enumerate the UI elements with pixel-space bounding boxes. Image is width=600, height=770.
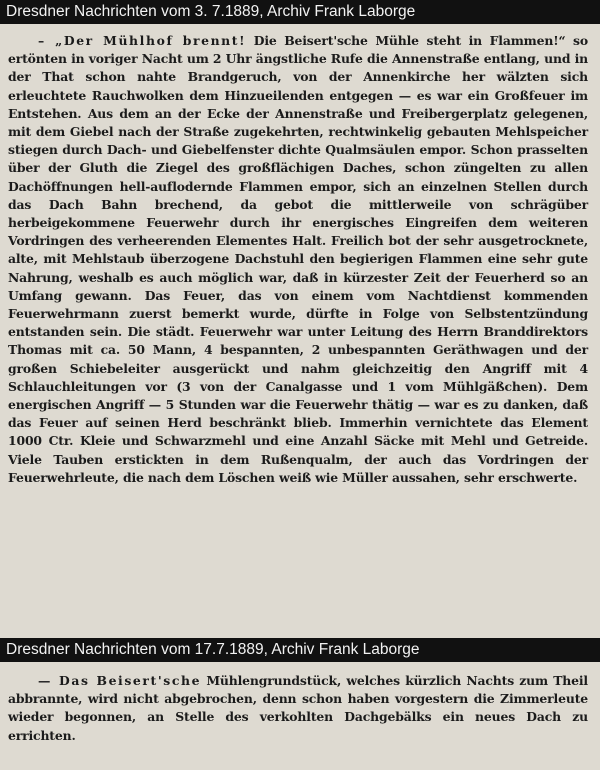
caption-bar-1 [0,0,600,24]
article-2-lead: — Das Beisert'sche [38,673,202,688]
caption-2: Dresdner Nachrichten vom 17.7.1889, Archiv Frank Laborge [6,641,420,658]
article-2-body [8,672,588,745]
newspaper-clipping-1 [0,24,600,638]
caption-bar-2 [0,638,600,662]
caption-1: Dresdner Nachrichten vom 3. 7.1889, Archiv Frank Laborge [6,3,416,20]
article-2-text: Mühlengrundstück, welches kürzlich Nachts zum Theil abbrannte, wird nicht abgebrochen, denn schon haben vorgestern die Zimmerleute wieder begonnen, an Stelle des verkohlten Dachgebälks ein neues Dach zu errichten. [8,673,588,743]
article-1-body [8,32,588,487]
newspaper-clipping-2 [0,662,600,770]
article-1-lead: – „Der Mühlhof brennt! [38,33,247,48]
article-1-text: Die Beisert'sche Mühle steht in Flammen!“ so ertönten in voriger Nacht um 2 Uhr ängstliche Rufe die Annenstraße entlang, und in der That schon nahte Brandgeruch, von der Annenkirche her wälzten sich erleuchtete Rauchwolken dem Hinzueilenden entgegen — es war ein Großfeuer im Entstehen. Aus dem an der Ecke der Annenstraße und Freibergerplatz gelegenen, mit dem Giebel nach der Straße zugekehrten, rechtwinkelig gebauten Mehlspeicher stiegen durch Dach- und Giebelfenster dichte Qualmsäulen empor. Schon prasselten über der Gluth die Ziegel des großflächigen Daches, schon züngelten zu allen Dachöffnungen hell-auflodernde Flammen empor, sich an einzelnen Stellen durch das Dach Bahn brechend, da gebot die mittlerweile von schrägüber herbeigekommene Feuerwehr durch ihr energisches Eingreifen dem weiteren Vordringen des verheerenden Elementes Halt. Freilich bot der sehr ausgetrocknete, alte, mit Mehlstaub überzogene Dachstuhl den begierigen Flammen eine sehr gute Nahrung, weshalb es auch möglich war, daß in kürzester Zeit der Feuerherd so an Umfang gewann. Das Feuer, das von einem vom Nachtdienst kommenden Feuerwehrmann zuerst bemerkt wurde, dürfte in Folge von Selbstentzündung entstanden sein. Die städt. Feuerwehr war unter Leitung des Herrn Branddirektors Thomas mit ca. 50 Mann, 4 bespannten, 2 unbespannten Geräthwagen und der großen Schiebeleiter ausgerückt und nahm gleichzeitig den Angriff mit 4 Schlauchleitungen vor (3 von der Canalgasse und 1 vom Mühlgäßchen). Dem energischen Angriff — 5 Stunden war die Feuerwehr thätig — war es zu danken, daß das Feuer auf seinen Herd beschränkt blieb. Immerhin vernichtete das Element 1000 Ctr. Kleie und Schwarzmehl und eine Anzahl Säcke mit Mehl und Getreide. Viele Tauben erstickten in dem Rußenqualm, der auch das Vordringen der Feuerwehrleute, die nach dem Löschen weiß wie Müller aussahen, sehr erschwerte. [8,33,588,485]
